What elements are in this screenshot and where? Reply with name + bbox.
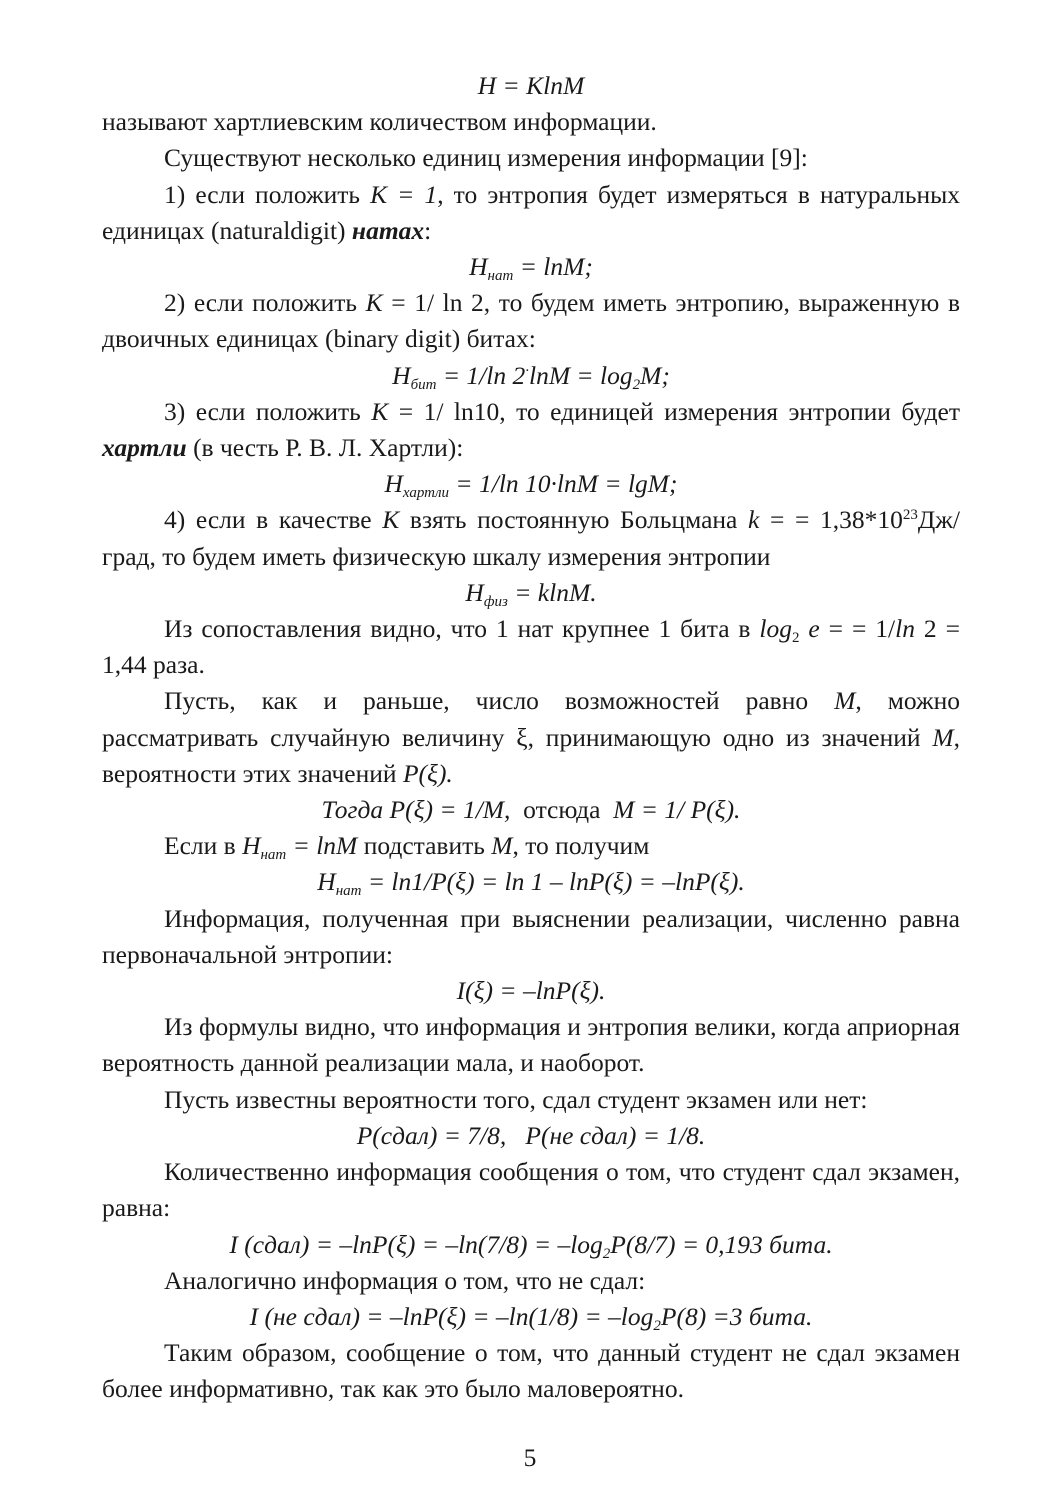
paragraph: Из формулы видно, что информация и энтропия велики, когда априорная вероятность данной реализации мала, и наоборот.	[102, 1012, 960, 1078]
formula-hartley: H = KlnM	[477, 71, 585, 100]
formula-physical: $H_{физ} = klnM$.	[465, 577, 597, 610]
paragraph-item-4: 4) если в качестве K взять постоянную Больцмана k = = $1,38*10^{23}Дж$/град, то будем иметь физическую шкалу измерения энтропии	[102, 505, 960, 571]
formula-nat-substitution: $H_{нат} = \ln 1/P(\xi) = \ln 1 - \ln P(\xi) = -\ln P(\xi)$.	[317, 867, 745, 900]
paragraph: называют хартлиевским количеством информации.	[102, 107, 657, 137]
paragraph: Пусть известны вероятности того, сдал студент экзамен или нет:	[164, 1084, 868, 1114]
paragraph: Количественно информация сообщения о том, что студент сдал экзамен, равна:	[102, 1157, 960, 1223]
page-number: 5	[523, 1443, 537, 1472]
formula-failed: I (не сдал) = $-\ln P(\xi) = -\ln(1/8) = -\log_2P(8) =3$ бита.	[249, 1301, 813, 1334]
formula-exam-probabilities: P(сдал) = 7/8, P(не сдал) = 1/8.	[356, 1120, 706, 1150]
formula-nat: $H_{нат} = \ln M$;	[469, 252, 593, 285]
formula-hartley-unit: $H_{хартли} = 1/\ln$ 10·lnM = lgM;	[384, 469, 678, 502]
formula-passed: I (сдал) = $-\ln P(\xi) = -\ln(7/8) = -\log_2P(8/7) = 0,193$ бита.	[229, 1229, 833, 1262]
paragraph-item-2: 2) если положить K = 1/ ln 2, то будем иметь энтропию, выраженную в двоичных единицах (binary digit) битах:	[102, 288, 960, 354]
paragraph-item-1: 1) если положить K = 1, то энтропия будет измеряться в натуральных единицах (naturaldigit) натах:	[102, 179, 960, 245]
paragraph: Если в $H_{нат} = \ln M$ подставить M, то получим	[164, 831, 650, 864]
paragraph: Таким образом, сообщение о том, что данный студент не сдал экзамен более информативно, так как это было маловероятно.	[102, 1338, 960, 1404]
formula-bit: $H_{бит} = 1/\ln$ $2^\cdot\ln M = \log_2M$;	[392, 360, 670, 393]
paragraph: Информация, полученная при выяснении реализации, численно равна первоначальной энтропии:	[102, 903, 960, 969]
paragraph: Аналогично информация о том, что не сдал:	[164, 1265, 646, 1295]
paragraph: Пусть, как и раньше, число возможностей равно M, можно рассматривать случайную величину ξ, принимающую одно из значений M, вероятности этих значений P(ξ).	[102, 686, 960, 788]
paragraph: Из сопоставления видно, что 1 нат крупнее 1 бита в $\log_2 e$ = = 1/ln 2 = 1,44 раза.	[102, 614, 960, 680]
paragraph: Существуют несколько единиц измерения информации [9]:	[164, 143, 808, 173]
paragraph-item-3: 3) если положить K = 1/ ln10, то единицей измерения энтропии будет хартли (в честь Р. В. Л. Хартли):	[102, 396, 960, 463]
formula-information: I(ξ) = –lnP(ξ).	[456, 976, 606, 1006]
formula-probability: Тогда P(ξ) = 1/M, отсюда M = 1/ P(ξ).	[321, 795, 741, 825]
